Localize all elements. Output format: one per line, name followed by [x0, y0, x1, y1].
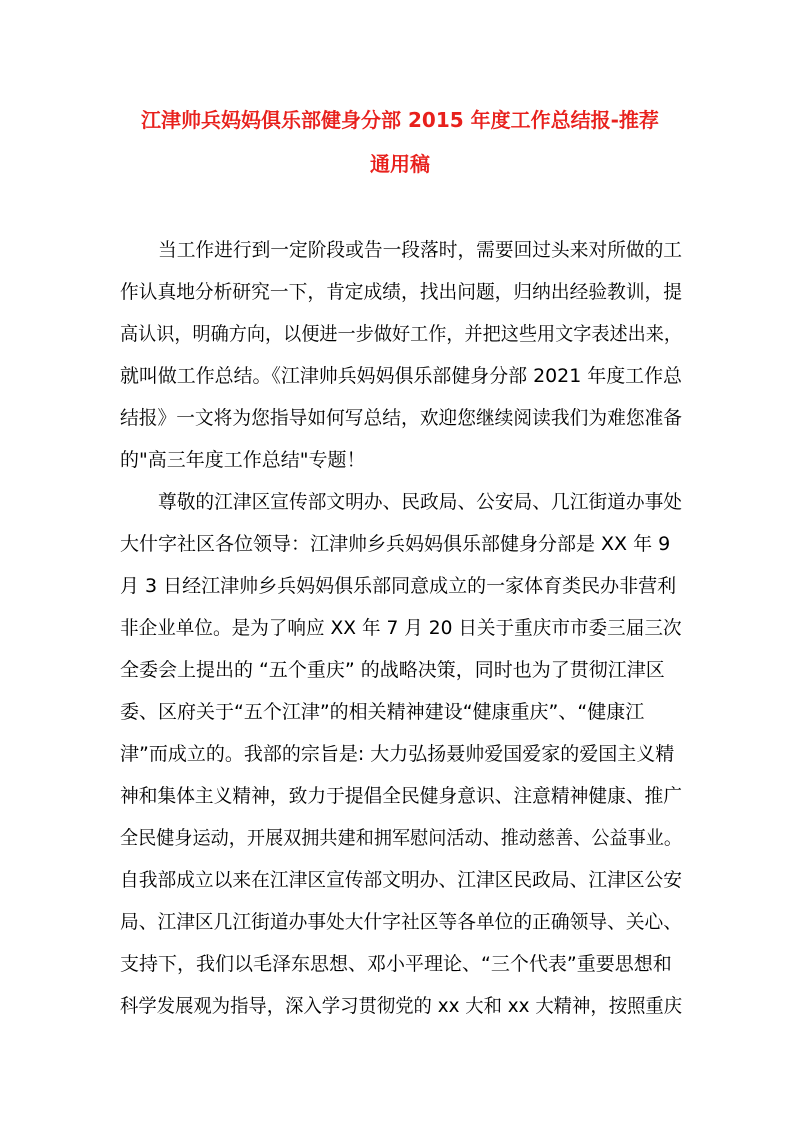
paragraph-line: 非企业单位。是为了响应 XX 年 7 月 20 日关于重庆市市委三届三次	[120, 617, 682, 639]
paragraph-line: 委、区府关于“五个江津”的相关精神建设“健康重庆”、“健康江	[120, 701, 645, 723]
document-title-line-1: 江津帅兵妈妈俱乐部健身分部 2015 年度工作总结报-推荐	[141, 108, 659, 132]
paragraph-line: 月 3 日经江津帅乡兵妈妈俱乐部同意成立的一家体育类民办非营利	[120, 575, 677, 597]
paragraph-line: 自我部成立以来在江津区宣传部文明办、江津区民政局、江津区公安	[120, 869, 683, 891]
paragraph-line: 科学发展观为指导，深入学习贯彻党的 xx 大和 xx 大精神，按照重庆	[120, 995, 683, 1017]
document-title-line-2: 通用稿	[370, 152, 430, 176]
paragraph-line: 大什字社区各位领导：江津帅乡兵妈妈俱乐部健身分部是 XX 年 9	[120, 533, 671, 555]
paragraph-line: 局、江津区几江街道办事处大什字社区等各单位的正确领导、关心、	[120, 911, 683, 933]
paragraph-line: 当工作进行到一定阶段或告一段落时，需要回过头来对所做的工	[158, 239, 683, 261]
paragraph-line: 全委会上提出的 “五个重庆” 的战略决策，同时也为了贯彻江津区	[120, 659, 665, 681]
paragraph-line: 全民健身运动，开展双拥共建和拥军慰问活动、推动慈善、公益事业。	[120, 827, 683, 849]
paragraph-line: 津”而成立的。我部的宗旨是: 大力弘扬聂帅爱国爱家的爱国主义精	[120, 743, 675, 765]
paragraph-line: 作认真地分析研究一下，肯定成绩，找出问题，归纳出经验教训，提	[120, 281, 683, 303]
paragraph-line: 支持下，我们以毛泽东思想、邓小平理论、“三个代表”重要思想和	[120, 953, 672, 975]
paragraph-line: 高认识，明确方向，以便进一步做好工作，并把这些用文字表述出来，	[120, 323, 683, 345]
paragraph-line: 就叫做工作总结。《江津帅兵妈妈俱乐部健身分部 2021 年度工作总	[120, 365, 682, 387]
paragraph-line: 尊敬的江津区宣传部文明办、民政局、公安局、几江街道办事处	[158, 491, 683, 513]
paragraph-line: 神和集体主义精神，致力于提倡全民健身意识、注意精神健康、推广	[120, 785, 683, 807]
paragraph-line: 的"高三年度工作总结"专题！	[120, 449, 366, 471]
paragraph-line: 结报》一文将为您指导如何写总结，欢迎您继续阅读我们为难您准备	[120, 407, 683, 429]
